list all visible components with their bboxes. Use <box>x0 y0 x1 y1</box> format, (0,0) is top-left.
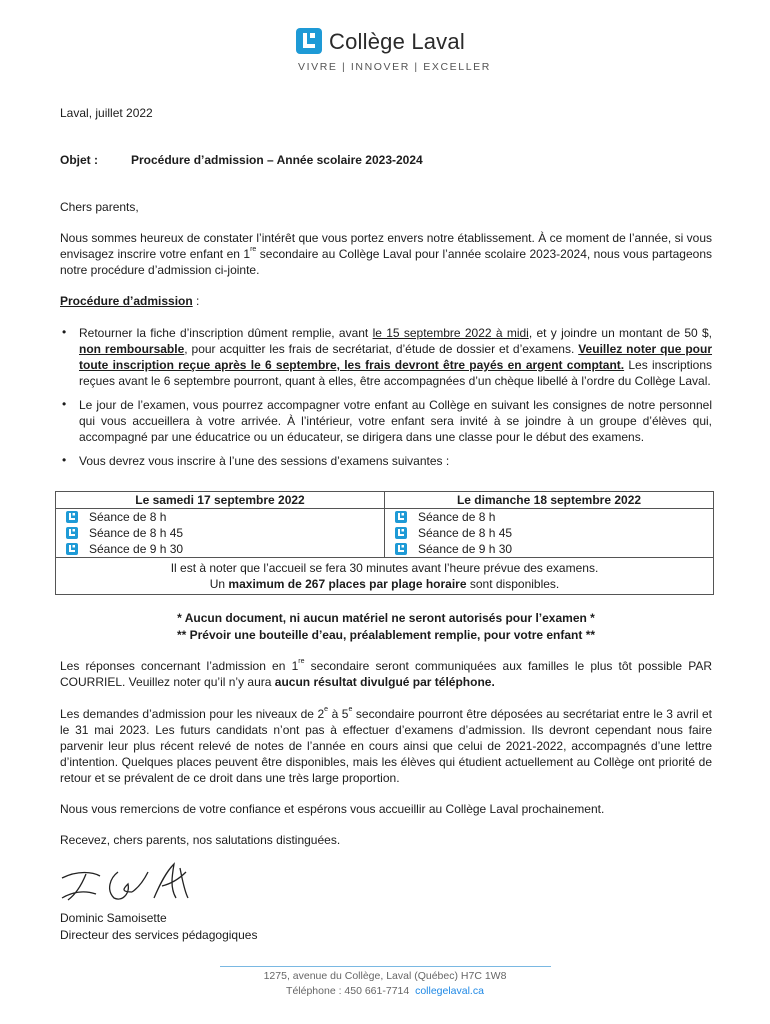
saturday-header: Le samedi 17 septembre 2022 <box>56 492 385 509</box>
sunday-header: Le dimanche 18 septembre 2022 <box>385 492 714 509</box>
intro-text-1: Nous sommes heureux de constater l’intérêt que vous portez envers notre établissement. À ce moment de l’année, si vous envisagez inscrire votre enfant en 1 <box>60 231 712 261</box>
intro-text-2: secondaire au Collège Laval pour l’année scolaire 2023-2024, nous vous partageons notre procédure d’admission ci-jointe. <box>60 247 712 277</box>
thanks-line: Nous vous remercions de votre confiance et espérons vous accueillir au Collège Laval prochainement. <box>60 802 605 816</box>
bullet-icon: • <box>62 397 67 411</box>
session-slot-label: Séance de 8 h <box>418 510 496 524</box>
warning-no-material: * Aucun document, ni aucun matériel ne seront autorisés pour l’examen * <box>177 611 595 625</box>
greeting: Chers parents, <box>60 200 139 214</box>
college-logo-bullet-icon <box>66 511 78 523</box>
other-sup-2: e <box>348 706 353 713</box>
sessions-note-line-2 <box>56 576 713 592</box>
b1-text-1: Retourner la fiche d’inscription dûment remplie, avant <box>79 326 373 340</box>
subject-label: Objet : <box>60 153 98 167</box>
b1-text-2: , et y joindre un montant de 50 $, <box>528 326 712 340</box>
responses-text-1: Les réponses concernant l’admission en 1 <box>60 659 299 673</box>
responses-bold: aucun résultat divulgué par téléphone. <box>274 675 495 689</box>
sessions-note-line-1: Il est à noter que l’accueil se fera 30 minutes avant l’heure prévue des examens. <box>170 561 599 575</box>
intro-paragraph <box>60 230 712 278</box>
procedure-heading-suffix: : <box>192 294 200 308</box>
other-sup-1: e <box>324 706 329 713</box>
signatory-title: Directeur des services pédagogiques <box>60 928 258 942</box>
handwritten-signature <box>58 858 193 908</box>
college-logo-bullet-icon <box>395 527 407 539</box>
footer-phone: Téléphone : 450 661-7714 <box>286 985 410 997</box>
session-slot <box>56 541 384 557</box>
bullet-sessions-intro: Vous devrez vous inscrire à l’une des sessions d’examens suivantes : <box>79 454 450 468</box>
intro-sup: re <box>250 246 257 253</box>
college-logo-bullet-icon <box>66 527 78 539</box>
note-line-2-post: sont disponibles. <box>466 577 560 591</box>
session-slot <box>56 509 384 525</box>
warning-water-bottle: ** Prévoir une bouteille d’eau, préalablement remplie, pour votre enfant ** <box>176 628 596 642</box>
note-line-2-bold: maximum de 267 places par plage horaire <box>228 577 467 591</box>
college-logo-bullet-icon <box>395 511 407 523</box>
responses-text-2: secondaire seront communiquées aux familles le plus tôt possible PAR COURRIEL. Veuillez noter qu’il n’y aura <box>60 659 712 689</box>
procedure-heading-label: Procédure d’admission <box>60 294 193 308</box>
bullet-fee-instructions <box>79 325 712 389</box>
b1-cash-notice: Veuillez noter que pour toute inscription reçue après le 6 septembre, les frais devront être payés en argent comptant. <box>79 342 712 372</box>
b1-text-4: Les inscriptions reçues avant le 6 septembre pourront, quant à elles, être accompagnées d’un chèque libellé à l’ordre du Collège Laval. <box>79 358 712 388</box>
exam-sessions-table <box>55 491 714 595</box>
responses-sup: re <box>298 658 305 665</box>
signatory-name: Dominic Samoisette <box>60 911 167 925</box>
session-slot <box>385 541 713 557</box>
other-text-3: secondaire pourront être déposées au secrétariat entre le 3 avril et le 31 mai 2023. Les futurs candidats n’ont pas à effectuer d’examens d’admission. Ils devront cependant nous faire parvenir leur plus récent relevé de notes de l’année en cours ainsi que celui de 2021-2022, accompagnés d’une lettre d’intention. Quelques places peuvent être disponibles, mais les élèves qui étudient actuellement au Collège ont priorité de retour et se prévalent de ce droit dans une très large proportion. <box>60 707 713 785</box>
other-levels-paragraph <box>60 706 712 786</box>
session-slot <box>56 525 384 541</box>
session-slot-label: Séance de 8 h 45 <box>89 526 184 540</box>
session-slot <box>385 509 713 525</box>
session-slot-label: Séance de 8 h 45 <box>418 526 513 540</box>
session-slot-label: Séance de 9 h 30 <box>89 542 184 556</box>
bullet-icon: • <box>62 453 67 467</box>
session-slot <box>385 525 713 541</box>
footer-address: 1275, avenue du Collège, Laval (Québec) H7C 1W8 <box>263 970 507 982</box>
footer-website-link[interactable]: collegelaval.ca <box>415 985 484 997</box>
saturday-slots <box>56 509 385 558</box>
logo-tagline: VIVRE | INNOVER | EXCELLER <box>298 61 491 73</box>
logo-name: Collège Laval <box>329 29 465 54</box>
b1-non-refundable: non remboursable <box>79 342 185 356</box>
sessions-note <box>56 558 714 595</box>
session-slot-label: Séance de 8 h <box>89 510 167 524</box>
other-text-2: à 5 <box>328 707 349 721</box>
sunday-slots <box>385 509 714 558</box>
footer-contact <box>0 985 770 997</box>
responses-paragraph <box>60 658 712 690</box>
note-line-2-pre: Un <box>209 577 229 591</box>
footer-divider <box>220 966 551 967</box>
college-logo-bullet-icon <box>395 543 407 555</box>
other-text-1: Les demandes d’admission pour les niveaux de 2 <box>60 707 325 721</box>
bullet-exam-day: Le jour de l’examen, vous pourrez accompagner votre enfant au Collège en suivant les consignes de notre personnel qui vous accueillera à votre arrivée. À l’intérieur, votre enfant sera invité à se joindre à un groupe d’élèves qui, accompagné par une éducatrice ou un éducateur, se dirigera dans une classe pour le début des examens. <box>79 398 712 444</box>
session-slot-label: Séance de 9 h 30 <box>418 542 513 556</box>
b1-text-3: , pour acquitter les frais de secrétariat, d’étude de dossier et d’examens. <box>184 342 579 356</box>
bullet-icon: • <box>62 325 67 339</box>
subject-text: Procédure d’admission – Année scolaire 2023-2024 <box>131 153 423 167</box>
college-laval-logo-icon <box>296 28 322 54</box>
closing-line: Recevez, chers parents, nos salutations distinguées. <box>60 833 341 847</box>
procedure-heading <box>60 293 712 309</box>
date-line: Laval, juillet 2022 <box>60 106 153 120</box>
college-logo-bullet-icon <box>66 543 78 555</box>
b1-deadline: le 15 septembre 2022 à midi <box>372 326 529 340</box>
